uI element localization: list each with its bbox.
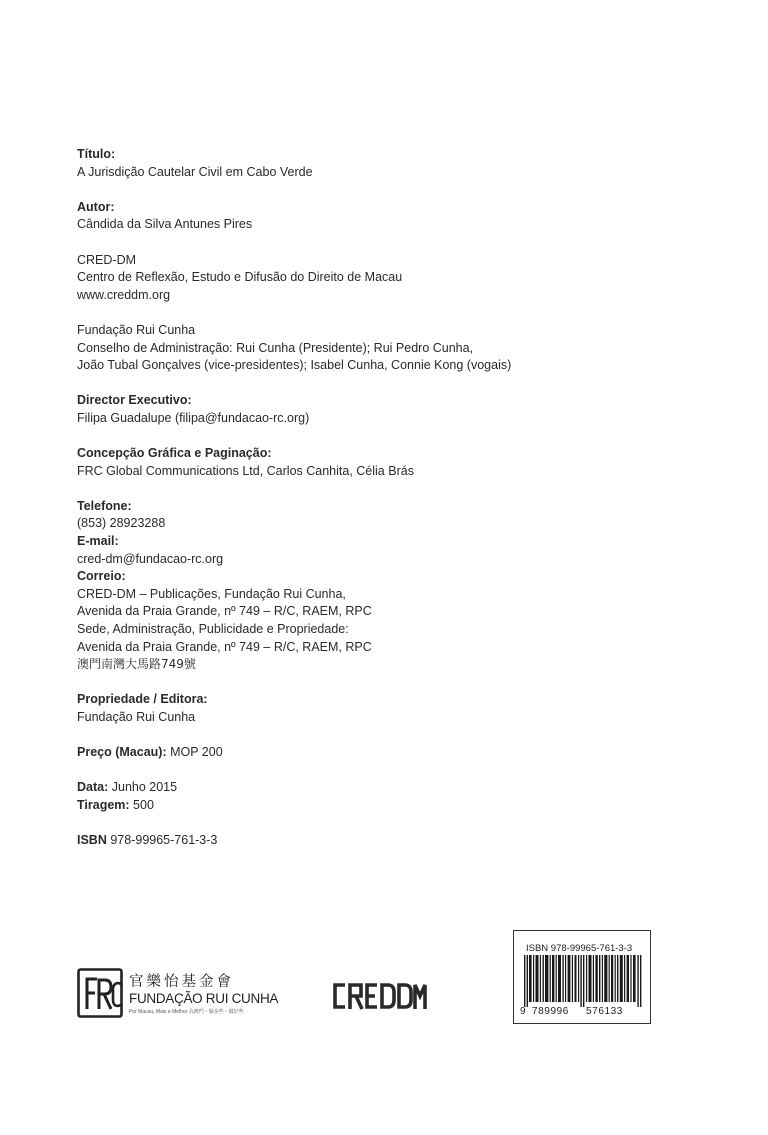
director-block — [77, 392, 677, 427]
barcode-icon — [524, 955, 642, 1007]
correio-line: Avenida da Praia Grande, nº 749 – R/C, RAEM, RPC — [77, 639, 372, 654]
barcode-digit-group-left: 789996 — [532, 1006, 569, 1017]
frc-logo — [77, 968, 279, 1020]
autor-value: Cândida da Silva Antunes Pires — [77, 217, 253, 232]
director-value: Filipa Guadalupe (filipa@fundacao-rc.org) — [77, 410, 310, 425]
contacts-block — [77, 498, 677, 674]
correio-line-chinese: 澳門南灣大馬路749號 — [77, 657, 196, 672]
barcode-digit-group-right: 576133 — [586, 1006, 623, 1017]
preco-label: Preço (Macau): — [77, 745, 167, 760]
data-value: Junho 2015 — [108, 780, 178, 795]
frc-tagline: Por Macau, Mais e Melhor 為澳門・做多些・做好些 — [129, 1009, 244, 1015]
correio-line: Avenida da Praia Grande, nº 749 – R/C, RAEM, RPC — [77, 604, 372, 619]
propriedade-label: Propriedade / Editora: — [77, 692, 208, 707]
frc-line: Conselho de Administração: Rui Cunha (Presidente); Rui Pedro Cunha, — [77, 340, 474, 355]
frc-chinese-name: 官樂怡基金會 — [129, 974, 234, 990]
isbn-label: ISBN — [77, 833, 107, 848]
email-label: E-mail: — [77, 534, 119, 549]
tiragem-label: Tiragem: — [77, 797, 130, 812]
propriedade-block — [77, 691, 677, 726]
data-block — [77, 779, 677, 814]
preco-block — [77, 744, 677, 762]
barcode-isbn-text: ISBN 978-99965-761-3-3 — [526, 943, 633, 954]
correio-line: Sede, Administração, Publicidade e Propriedade: — [77, 622, 349, 637]
cred-website: www.creddm.org — [77, 287, 171, 302]
frc-line: João Tubal Gonçalves (vice-presidentes); Isabel Cunha, Connie Kong (vogais) — [77, 358, 512, 373]
director-label: Director Executivo: — [77, 393, 192, 408]
isbn-block — [77, 832, 677, 850]
cred-block — [77, 252, 677, 305]
cred-line: CRED-DM — [77, 252, 137, 267]
telefone-value: (853) 28923288 — [77, 516, 166, 531]
frc-monogram-icon — [77, 968, 123, 1018]
autor-block — [77, 199, 677, 234]
cred-line: Centro de Reflexão, Estudo e Difusão do Direito de Macau — [77, 270, 403, 285]
barcode — [513, 930, 651, 1024]
colophon — [77, 146, 677, 867]
concepcao-value: FRC Global Communications Ltd, Carlos Canhita, Célia Brás — [77, 463, 414, 478]
titulo-block — [77, 146, 677, 181]
tiragem-value: 500 — [129, 797, 154, 812]
propriedade-value: Fundação Rui Cunha — [77, 710, 196, 724]
concepcao-label: Concepção Gráfica e Paginação: — [77, 446, 272, 461]
preco-value: MOP 200 — [166, 745, 223, 760]
frc-block — [77, 322, 677, 375]
data-label: Data: — [77, 780, 109, 795]
telefone-label: Telefone: — [77, 498, 132, 513]
titulo-value: A Jurisdição Cautelar Civil em Cabo Verde — [77, 164, 313, 179]
email-value: cred-dm@fundacao-rc.org — [77, 551, 224, 566]
titulo-label: Título: — [77, 147, 116, 161]
correio-line: CRED-DM – Publicações, Fundação Rui Cunha, — [77, 586, 346, 601]
frc-name: FUNDAÇÃO RUI CUNHA — [129, 991, 279, 1006]
isbn-value: 978-99965-761-3-3 — [106, 833, 218, 848]
barcode-digit-first: 9 — [520, 1006, 526, 1017]
creddm-logo — [331, 982, 427, 1010]
frc-line: Fundação Rui Cunha — [77, 322, 196, 337]
autor-label: Autor: — [77, 199, 115, 214]
concepcao-block — [77, 445, 677, 480]
correio-label: Correio: — [77, 569, 126, 584]
